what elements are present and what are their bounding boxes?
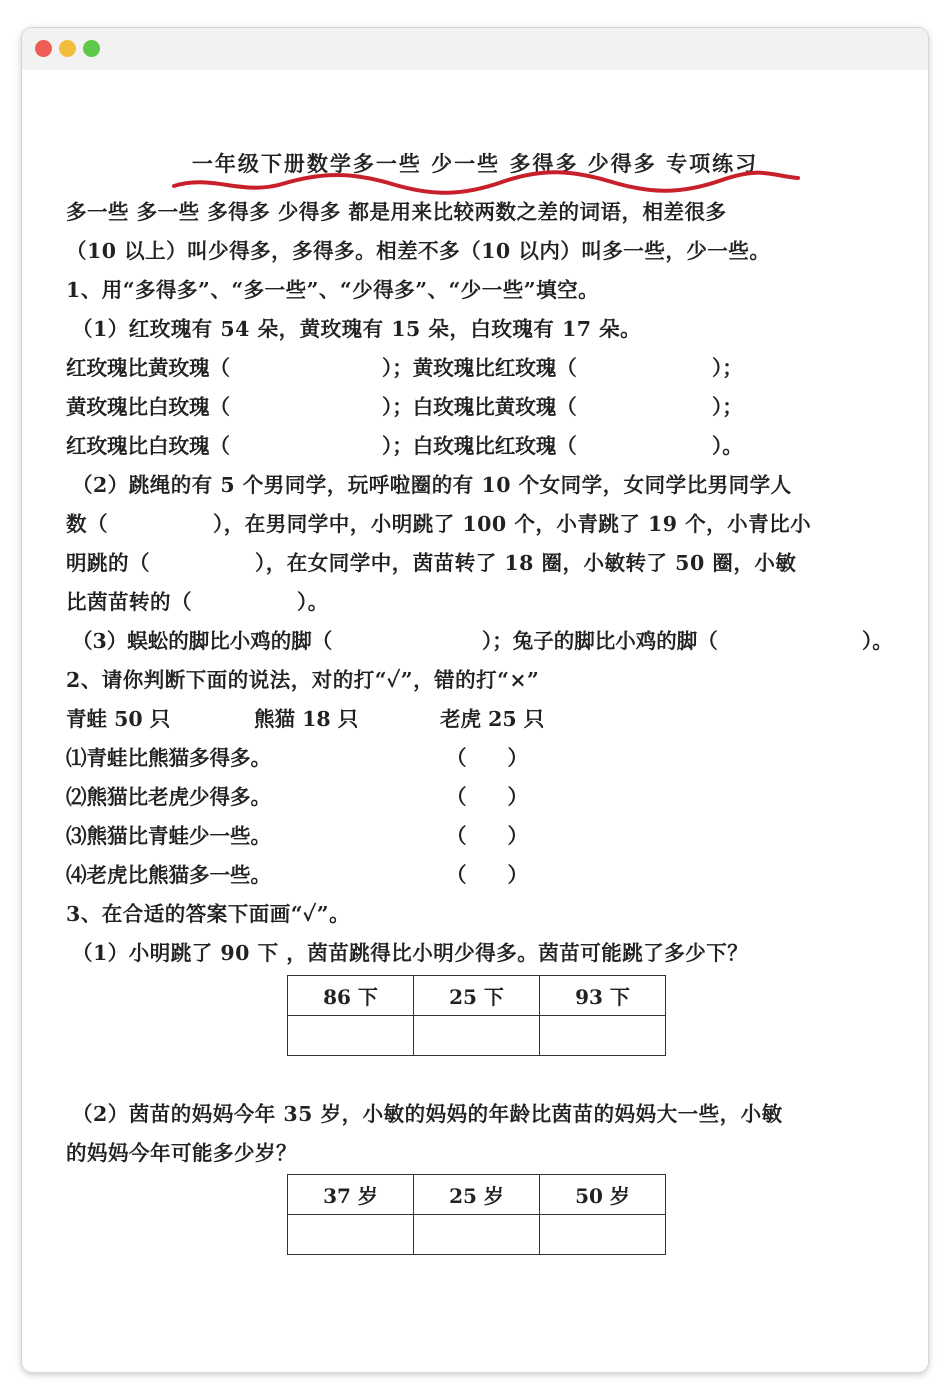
q3-part2-answer-cell-3[interactable]	[540, 1215, 666, 1255]
maximize-window-button[interactable]	[83, 40, 100, 57]
worksheet-title: 一年级下册数学多一些 少一些 多得多 少得多 专项练习	[191, 151, 759, 176]
q3-heading: 3、在合适的答案下面画“✓”。	[66, 902, 351, 926]
q2-item-3-answer[interactable]: （ ）	[446, 824, 528, 848]
q1-part3-left: （3）蜈蚣的脚比小鸡的脚（	[72, 629, 333, 653]
q2-item-2: ⑵熊猫比老虎少得多。	[66, 785, 271, 809]
red-wavy-underline	[172, 166, 802, 198]
q1-row3-mid: ）；白玫瑰比红玫瑰（	[382, 434, 577, 458]
q3-part2-answer-cell-2[interactable]	[414, 1215, 540, 1255]
q2-item-4: ⑷老虎比熊猫多一些。	[66, 863, 271, 887]
minimize-window-button[interactable]	[59, 40, 76, 57]
q1-row2-left: 黄玫瑰比白玫瑰（	[66, 395, 230, 419]
q3-part2-options-table	[287, 1174, 666, 1255]
q3-part1-answer-cell-3[interactable]	[540, 1016, 666, 1056]
q2-item-3: ⑶熊猫比青蛙少一些。	[66, 824, 271, 848]
q1-part3-end: ）。	[862, 629, 893, 653]
q2-heading: 2、请你判断下面的说法，对的打“✓”，错的打“×”	[66, 668, 540, 692]
q1-heading: 1、用“多得多”、“多一些”、“少得多”、“少一些”填空。	[66, 278, 600, 302]
intro-line-2: （10 以上）叫少得多，多得多。相差不多（10 以内）叫多一些，少一些。	[66, 239, 771, 263]
q1-row2-mid: ）；白玫瑰比黄玫瑰（	[382, 395, 577, 419]
q2-animal-panda: 熊猫 18 只	[254, 707, 359, 731]
q3-part2-line-2: 的妈妈今年可能多少岁？	[66, 1141, 297, 1165]
q1-part2-line-1: （2）跳绳的有 5 个男同学，玩呼啦圈的有 10 个女同学，女同学比男同学人	[72, 473, 792, 497]
title-bar	[22, 28, 928, 70]
q3-part2-option-3: 50 岁	[540, 1175, 666, 1215]
q1-part2-line-3: 明跳的（ ），在女同学中，茵苗转了 18 圈，小敏转了 50 圈，小敏	[66, 551, 797, 575]
q1-part3-mid: ）；兔子的脚比小鸡的脚（	[482, 629, 718, 653]
q3-part2-answer-cell-1[interactable]	[288, 1215, 414, 1255]
q2-animal-tiger: 老虎 25 只	[440, 707, 545, 731]
q1-row1-end: ）；	[712, 356, 743, 380]
browser-window	[22, 28, 928, 1372]
q3-part2-option-2: 25 岁	[414, 1175, 540, 1215]
q3-part1-option-3: 93 下	[540, 976, 666, 1016]
worksheet-page	[22, 70, 928, 1372]
q2-animal-frog: 青蛙 50 只	[66, 707, 171, 731]
q2-item-2-answer[interactable]: （ ）	[446, 785, 528, 809]
close-window-button[interactable]	[35, 40, 52, 57]
q2-item-4-answer[interactable]: （ ）	[446, 863, 528, 887]
q1-part2-line-2: 数（ ），在男同学中，小明跳了 100 个，小青跳了 19 个，小青比小	[66, 512, 812, 536]
q1-row2-end: ）；	[712, 395, 743, 419]
q1-part1-intro: （1）红玫瑰有 54 朵，黄玫瑰有 15 朵，白玫瑰有 17 朵。	[72, 317, 642, 341]
q3-part2-line-1: （2）茵苗的妈妈今年 35 岁，小敏的妈妈的年龄比茵苗的妈妈大一些，小敏	[72, 1102, 783, 1126]
q3-part2-option-1: 37 岁	[288, 1175, 414, 1215]
q3-part1-option-1: 86 下	[288, 976, 414, 1016]
q3-part1-answer-cell-1[interactable]	[288, 1016, 414, 1056]
q3-part1-answer-cell-2[interactable]	[414, 1016, 540, 1056]
q2-item-1-answer[interactable]: （ ）	[446, 746, 528, 770]
q3-part1-question: （1）小明跳了 90 下 ，茵苗跳得比小明少得多。茵苗可能跳了多少下？	[72, 941, 749, 965]
q1-part2-line-4: 比茵苗转的（ ）。	[66, 590, 329, 614]
q1-row1-mid: ）；黄玫瑰比红玫瑰（	[382, 356, 577, 380]
q2-item-1: ⑴青蛙比熊猫多得多。	[66, 746, 271, 770]
q3-part1-options-table	[287, 975, 666, 1056]
q1-row1-left: 红玫瑰比黄玫瑰（	[66, 356, 230, 380]
intro-line-1: 多一些 多一些 多得多 少得多 都是用来比较两数之差的词语，相差很多	[66, 200, 727, 224]
q3-part1-option-2: 25 下	[414, 976, 540, 1016]
q1-row3-end: ）。	[712, 434, 743, 458]
q1-row3-left: 红玫瑰比白玫瑰（	[66, 434, 230, 458]
